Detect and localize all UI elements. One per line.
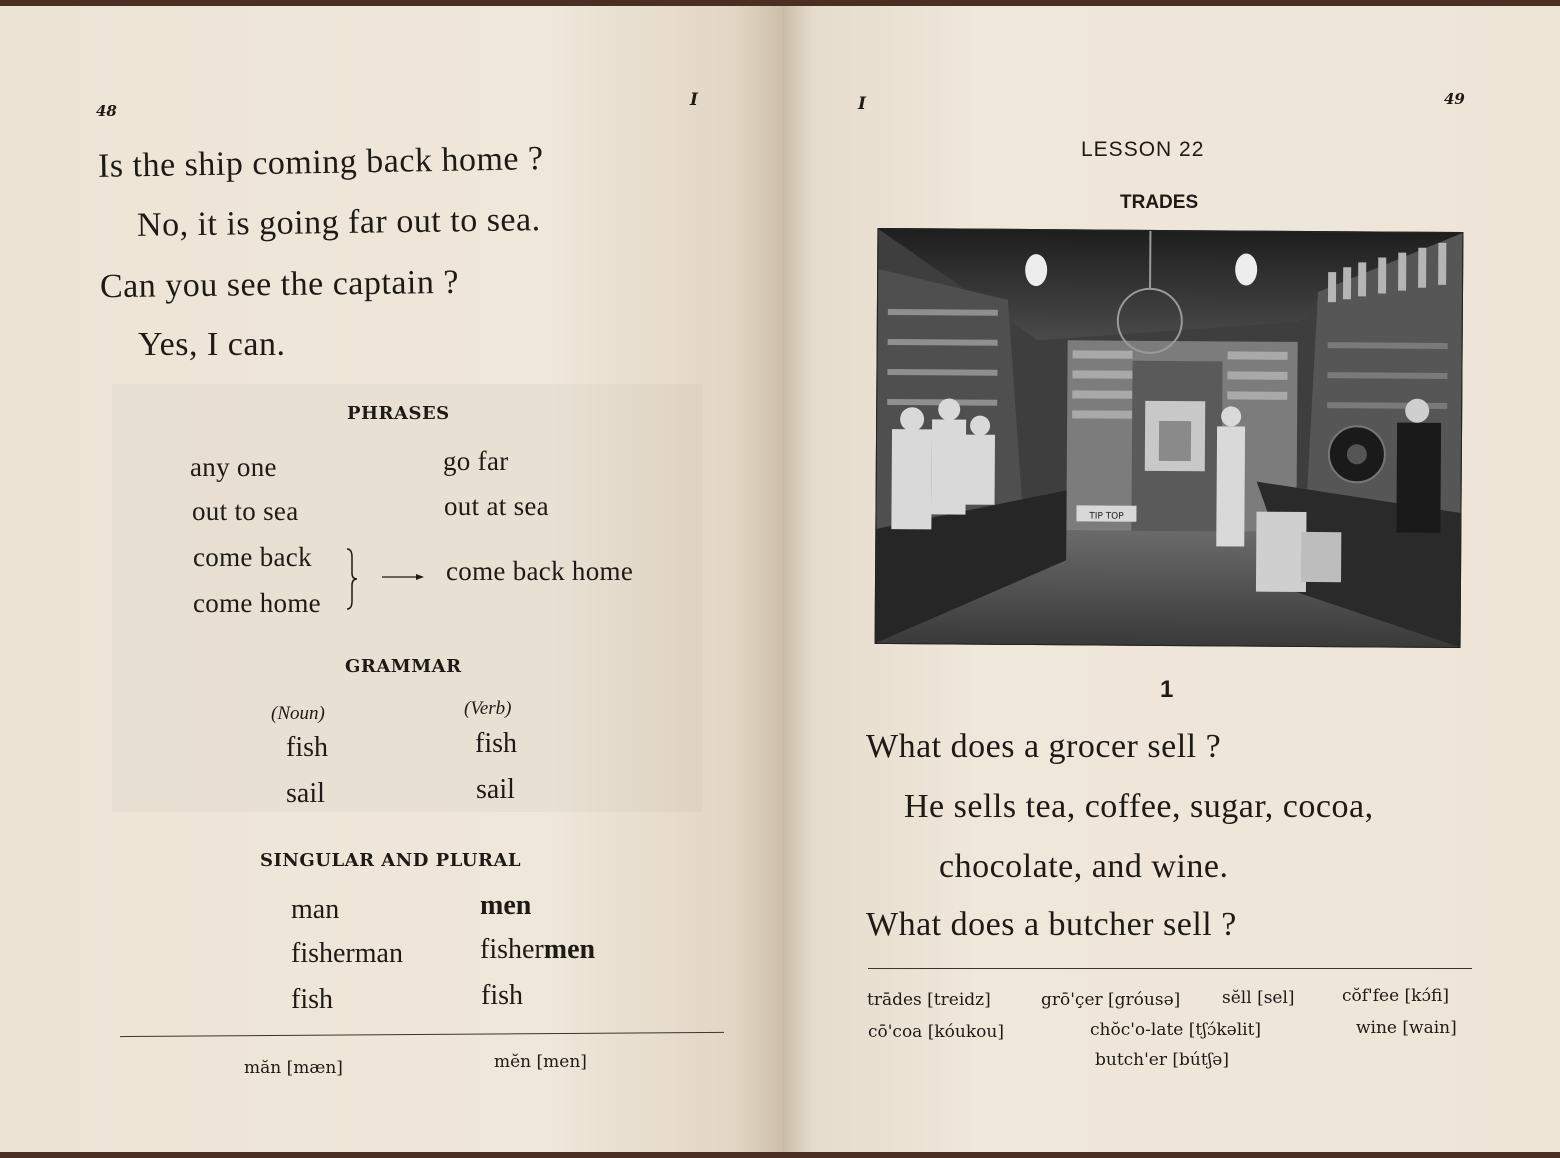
- dialog-line: Yes, I can.: [138, 326, 286, 363]
- phrase-item: out to sea: [192, 496, 299, 526]
- pronunciation: butch'er [bútʃə]: [1095, 1050, 1229, 1070]
- phrase-item: go far: [443, 446, 509, 476]
- pronunciation: grō'çer [gróusə]: [1041, 990, 1181, 1010]
- phrase-item: come home: [193, 588, 321, 618]
- page-number: 48: [96, 102, 117, 120]
- page-number: 49: [1444, 90, 1465, 108]
- singular-word: fisherman: [291, 938, 403, 969]
- pronunciation: cŏf'fee [kɔ́fi]: [1342, 986, 1449, 1006]
- store-interior-illustration: [876, 229, 1463, 647]
- lesson-subtitle: TRADES: [1120, 192, 1199, 213]
- singular-word: man: [291, 894, 340, 925]
- plural-prefix: fisher: [480, 934, 544, 965]
- section-number: 1: [1160, 676, 1174, 703]
- arrow-right-icon: [380, 572, 426, 582]
- plural-suffix: men: [543, 934, 596, 965]
- pronunciation: wine [wain]: [1356, 1018, 1457, 1038]
- dialog-line: What does a butcher sell ?: [866, 906, 1237, 943]
- dialog-line: He sells tea, coffee, sugar, cocoa,: [904, 788, 1374, 825]
- pronunciation: chŏc'o-late [tʃɔ́kəlit]: [1090, 1020, 1262, 1040]
- dialog-line: Can you see the captain ?: [99, 263, 460, 306]
- phrases-heading: PHRASES: [347, 403, 450, 424]
- footnote-rule: [120, 1032, 724, 1037]
- footnote: măn [mæn]: [244, 1058, 343, 1078]
- phrase-combined: come back home: [446, 556, 634, 586]
- dialog-line: No, it is going far out to sea.: [136, 201, 541, 244]
- phrase-item: come back: [193, 542, 312, 572]
- footnote-rule: [868, 968, 1472, 969]
- pronunciation: trādes [treidz]: [867, 990, 991, 1010]
- running-head: I: [858, 94, 866, 114]
- grammar-word: fish: [286, 732, 328, 763]
- pronunciation: cō'coa [kóukou]: [868, 1022, 1004, 1042]
- right-page: [782, 6, 1560, 1152]
- phrase-item: out at sea: [444, 491, 549, 521]
- grammar-word: sail: [476, 774, 515, 805]
- plural-word: men: [480, 890, 532, 921]
- noun-label: (Noun): [271, 703, 325, 724]
- lesson-title: LESSON 22: [1081, 138, 1205, 161]
- grocery-store-photo: [875, 228, 1464, 648]
- grammar-heading: GRAMMAR: [345, 656, 462, 677]
- plural-word: [480, 934, 595, 966]
- plural-word: fish: [481, 980, 523, 1011]
- verb-label: (Verb): [464, 698, 512, 719]
- store-sign: TIP TOP: [1089, 511, 1124, 522]
- footnote: mĕn [men]: [494, 1052, 587, 1072]
- left-page: [0, 6, 782, 1152]
- pronunciation: sĕll [sel]: [1222, 988, 1295, 1008]
- grammar-word: sail: [286, 778, 325, 809]
- dialog-line: What does a grocer sell ?: [866, 728, 1222, 765]
- singular-word: fish: [291, 984, 333, 1015]
- brace-icon: [346, 547, 358, 611]
- dialog-line: Is the ship coming back home ?: [97, 140, 544, 185]
- phrase-item: any one: [190, 452, 277, 482]
- running-head: I: [690, 90, 698, 110]
- singular-plural-heading: SINGULAR AND PLURAL: [260, 850, 522, 871]
- dialog-line: chocolate, and wine.: [939, 848, 1229, 885]
- grammar-word: fish: [475, 728, 517, 759]
